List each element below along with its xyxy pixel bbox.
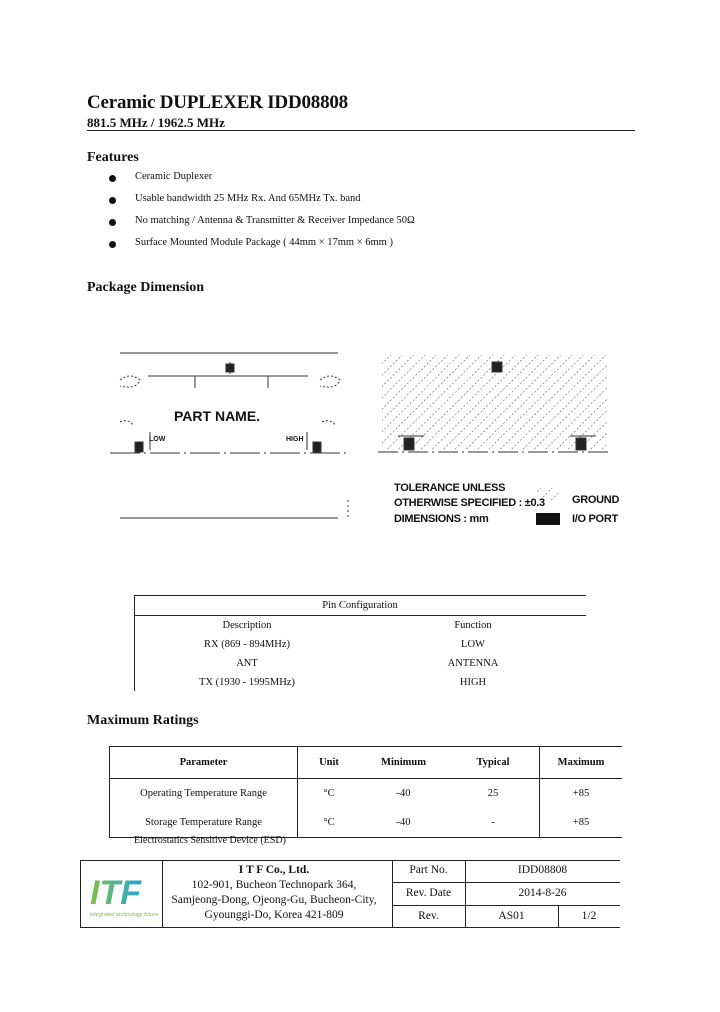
table-row: Storage Temperature Range °C -40 - +85 xyxy=(110,808,623,838)
pin-table-title: Pin Configuration xyxy=(134,596,586,616)
table-row: TX (1930 - 1995MHz) HIGH xyxy=(199,677,487,688)
esd-note: Electrostatics Sensitive Device (ESD) xyxy=(134,835,286,846)
low-port-label: LOW xyxy=(149,436,166,443)
bullet-icon xyxy=(109,197,116,204)
part-name-label: PART NAME. xyxy=(174,408,261,424)
bottom-view xyxy=(378,355,610,452)
package-drawing xyxy=(100,340,640,540)
header-unit: Unit xyxy=(298,747,361,779)
bullet-icon xyxy=(109,175,116,182)
header-minimum: Minimum xyxy=(360,747,447,779)
tolerance-line-2: OTHERWISE SPECIFIED : ±0.3 xyxy=(394,497,545,509)
header-maximum: Maximum xyxy=(540,747,623,779)
tolerance-line-1: TOLERANCE UNLESS xyxy=(394,482,506,494)
part-no-label: Part No. xyxy=(409,864,448,876)
package-dimension-heading: Package Dimension xyxy=(87,280,205,295)
list-item: No matching / Antenna & Transmitter & Receiver Impedance 50Ω xyxy=(109,215,629,237)
io-port-legend-label: I/O PORT xyxy=(572,513,618,525)
part-no-value: IDD08808 xyxy=(517,864,568,876)
rev-date-label: Rev. Date xyxy=(405,887,452,899)
document-title: Ceramic DUPLEXER IDD08808 xyxy=(87,92,348,113)
high-port-label: HIGH xyxy=(286,436,304,443)
page-number: 1/2 xyxy=(581,910,597,922)
tolerance-line-3: DIMENSIONS : mm xyxy=(394,513,489,525)
frequency-subtitle: 881.5 MHz / 1962.5 MHz xyxy=(87,115,225,130)
features-list xyxy=(109,171,629,259)
rev-date-value: 2014-8-26 xyxy=(518,887,567,899)
logo-wordmark: ITF xyxy=(90,874,141,912)
table-header-description: Description xyxy=(222,620,272,631)
header-typical: Typical xyxy=(447,747,540,779)
header-parameter: Parameter xyxy=(110,747,298,779)
top-view xyxy=(110,353,348,520)
list-item: Usable bandwidth 25 MHz Rx. And 65MHz Tx. band xyxy=(109,193,629,215)
rev-label: Rev. xyxy=(418,910,439,922)
table-row: Operating Temperature Range °C -40 25 +85 xyxy=(110,779,623,809)
list-item: Surface Mounted Module Package ( 44mm × 17mm × 6mm ) xyxy=(109,237,629,259)
itf-logo xyxy=(88,870,158,920)
maximum-ratings-heading: Maximum Ratings xyxy=(87,713,199,728)
bullet-icon xyxy=(109,219,116,226)
rev-value: AS01 xyxy=(498,910,525,922)
title-divider xyxy=(87,130,635,131)
company-address: I T F Co., Ltd. 102-901, Bucheon Technopark 364, Samjeong-Dong, Ojeong-Gu, Bucheon-City, Gyounggi-Do, Korea 421-809 xyxy=(163,863,385,923)
table-header-function: Function xyxy=(454,620,492,631)
list-item: Ceramic Duplexer xyxy=(109,171,629,193)
title-block xyxy=(80,860,620,928)
company-name: I T F Co., Ltd. xyxy=(238,864,310,876)
io-port-legend-swatch xyxy=(536,513,560,525)
ground-legend-label: GROUND xyxy=(572,494,620,506)
pin-configuration-table xyxy=(134,595,586,692)
table-row: ANT ANTENNA xyxy=(236,658,499,669)
bullet-icon xyxy=(109,241,116,248)
table-row: RX (869 - 894MHz) LOW xyxy=(203,639,485,650)
features-heading: Features xyxy=(87,150,139,165)
logo-tagline: integrated technology future xyxy=(90,912,158,918)
maximum-ratings-table xyxy=(109,746,622,838)
